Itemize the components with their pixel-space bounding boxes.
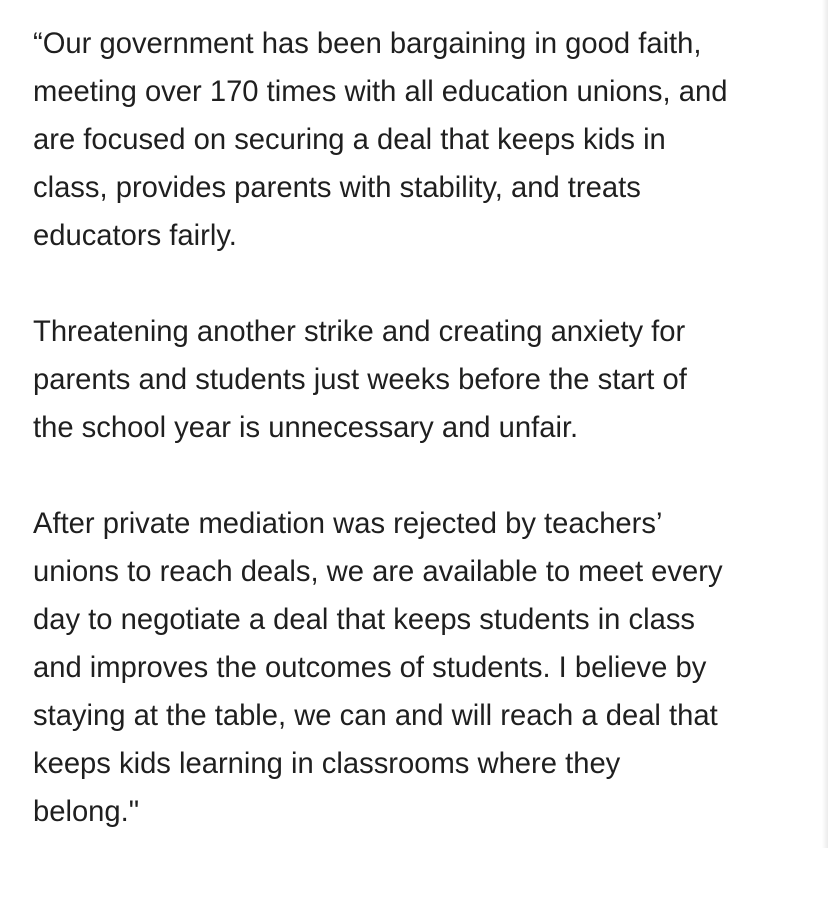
paragraph-line: After private mediation was rejected by teachers’ <box>33 508 663 540</box>
paragraph-line: class, provides parents with stability, and treats <box>33 172 641 204</box>
paragraph-line: and improves the outcomes of students. I believe by <box>33 652 707 684</box>
paragraph-line: “Our government has been bargaining in good faith, <box>33 28 702 60</box>
paragraph-line: the school year is unnecessary and unfair. <box>33 412 579 444</box>
paragraph-line: educators fairly. <box>33 220 237 252</box>
paragraph-line: are focused on securing a deal that keeps kids in <box>33 124 666 156</box>
paragraph-line: day to negotiate a deal that keeps students in class <box>33 604 696 636</box>
paragraph-1 <box>33 20 805 260</box>
paragraph-line: staying at the table, we can and will reach a deal that <box>33 700 718 732</box>
paragraph-line: keeps kids learning in classrooms where they <box>33 748 621 780</box>
paragraph-line: Threatening another strike and creating anxiety for <box>33 316 686 348</box>
statement-text <box>33 20 805 884</box>
paragraph-line: belong." <box>33 796 140 828</box>
paragraph-line: meeting over 170 times with all education unions, and <box>33 76 728 108</box>
page-edge-shadow <box>822 0 828 848</box>
paragraph-line: parents and students just weeks before the start of <box>33 364 687 396</box>
paragraph-3 <box>33 500 805 836</box>
paragraph-2 <box>33 308 805 452</box>
paragraph-line: unions to reach deals, we are available to meet every <box>33 556 723 588</box>
